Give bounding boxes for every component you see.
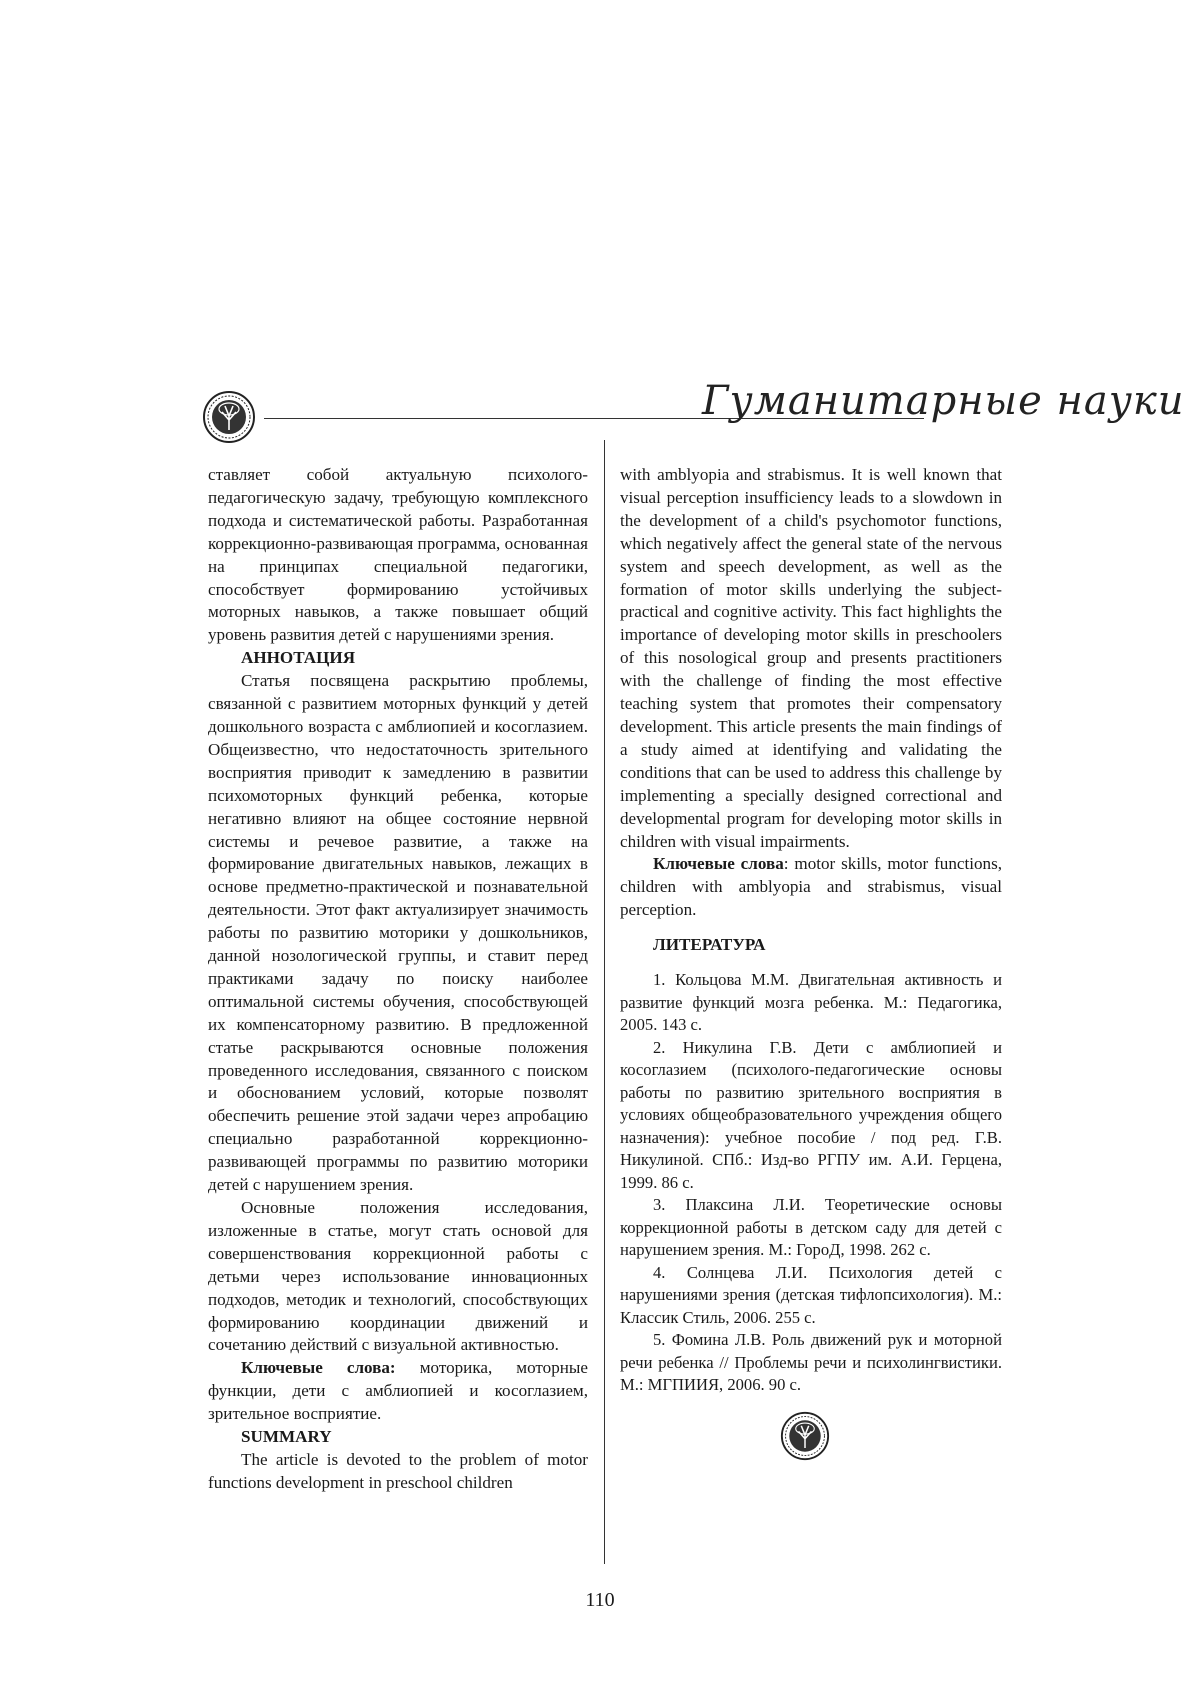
annotation-heading: АННОТАЦИЯ [241,648,356,668]
keywords-paragraph [620,853,1002,922]
reference-item: 3. Плаксина Л.И. Теоретические основы коррекционной работы в детском саду для детей с нарушением зрения. М.: ГороД, 1998. 262 с. [620,1195,1002,1260]
summary-paragraph: The article is devoted to the problem of motor functions development in preschool children [208,1449,588,1492]
page-number: 110 [585,1589,615,1611]
summary-continuation: with amblyopia and strabismus. It is well known that visual perception insufficiency leads to a slowdown in the development of a child's psychomotor functions, which negatively affect the general state of the nervous system and speech development, as well as the formation of motor skills underlying the subject-practical and cognitive activity. This fact highlights the importance of developing motor skills in preschoolers of this nosological group and presents practitioners with the challenge of finding the most effective teaching system that promotes their compensatory development. This article presents the main findings of a study aimed at identifying and validating the conditions that can be used to address this challenge by implementing a specially designed correctional and developmental program for developing motor skills in children with visual impairments. [620,465,1002,851]
keywords-text: : motor skills, motor functions, children with amblyopia and strabismus, visual perception. [620,854,1002,920]
annotation-paragraph: Основные положения исследования, изложенные в статье, могут стать основой для совершенствования коррекционной работы с детьми через использование инновационных подходов, методик и технологий, способствующих формированию координации движений и сочетанию действий с визуальной активностью. [208,1198,588,1355]
left-column [208,464,588,1495]
page-header [202,378,1185,448]
intro-paragraph: ставляет собой актуальную психолого-педагогическую задачу, требующую комплексного подхода и систематической работы. Разработанная коррекционно-развивающая программа, основанная на принципах специальной педагогики, способствует формированию устойчивых моторных навыков, а также повышает общий уровень развития детей с нарушениями зрения. [208,465,589,645]
keywords-paragraph [208,1357,588,1426]
reference-item: 4. Солнцева Л.И. Психология детей с нарушениями зрения (детская тифлопсихология). М.: Классик Стиль, 2006. 255 с. [620,1262,1002,1327]
reference-item: 2. Никулина Г.В. Дети с амблиопией и косоглазием (психолого-педагогические основы работы по развитию зрительного восприятия в условиях общеобразовательного учреждения общего назначения): учебное пособие / под ред. Г.В. Никулиной. СПб.: Изд-во РГПУ им. А.И. Герцена, 1999. 86 с. [620,1037,1002,1192]
right-column [620,464,1002,1461]
section-title: Гуманитарные науки [702,378,1185,424]
keywords-label: Ключевые слова: [241,1358,396,1378]
reference-item: 5. Фомина Л.В. Роль движений рук и моторной речи ребенка // Проблемы речи и психолингвистики. М.: МГПИИЯ, 2006. 90 с. [620,1330,1002,1395]
reference-item: 1. Кольцова М.М. Двигательная активность и развитие функций мозга ребенка. М.: Педагогика, 2005. 143 с. [620,970,1002,1035]
annotation-paragraph: Статья посвящена раскрытию проблемы, связанной с развитием моторных функций у детей дошкольного возраста с амблиопией и косоглазием. Общеизвестно, что недостаточность зрительного восприятия приводит к замедлению в развитии психомоторных функций ребенка, которые негативно влияют на общее состояние нервной системы и речевое развитие, а также на формирование двигательных навыков, лежащих в основе предметно-практической и познавательной деятельности. Этот факт актуализирует значимость работы по развитию моторики у дошкольников, данной нозологической группы, и ставит перед практиками задачу по поиску наиболее оптимальной системы обучения, способствующей их компенсаторному развитию. В предложенной статье раскрываются основные положения проведенного исследования, связанного с поиском и обоснованием условий, которые позволят обеспечить решение этой задачи через апробацию специально разработанной коррекционно-развивающей программы по развитию моторики детей с нарушением зрения. [208,671,588,1195]
references-heading: ЛИТЕРАТУРА [653,935,766,955]
tree-emblem-icon [202,390,256,444]
keywords-label: Ключевые слова [653,854,784,874]
references-list [620,969,1002,1397]
keywords-text: моторика, моторные функции, дети с амблиопией и косоглазием, зрительное восприятие. [208,1358,588,1424]
summary-heading: SUMMARY [241,1427,332,1447]
tree-emblem-icon [780,1411,830,1461]
column-divider [604,440,605,1564]
